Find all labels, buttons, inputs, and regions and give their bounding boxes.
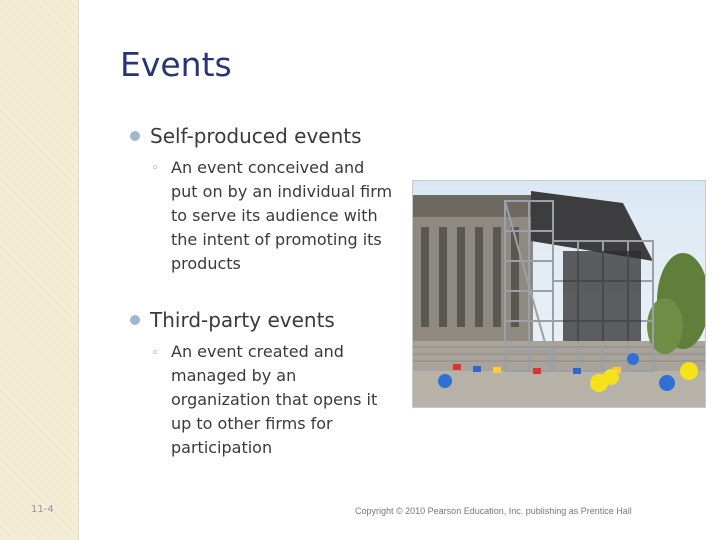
bullet-desc-self-produced: An event conceived and put on by an individual firm to serve its audience with the intent of promoting its products <box>171 158 393 273</box>
bullet-dot-icon <box>130 315 140 325</box>
bullet-heading-third-party: Third-party events <box>150 308 335 332</box>
sidebar-divider <box>78 0 79 540</box>
sub-bullet-marker-icon: ◦ <box>151 346 159 361</box>
bullet-desc-third-party: An event created and managed by an organization that opens it up to other firms for participation <box>171 342 378 457</box>
slide-number: 11-4 <box>31 504 54 515</box>
bullet-heading-self-produced: Self-produced events <box>150 124 362 148</box>
slide-title: Events <box>120 45 232 84</box>
stage-scaffold-photo <box>412 180 706 408</box>
bullet-dot-icon <box>130 131 140 141</box>
decorative-sidebar <box>0 0 78 540</box>
sub-bullet-marker-icon: ◦ <box>151 161 159 176</box>
copyright-notice: Copyright © 2010 Pearson Education, Inc. publishing as Prentice Hall <box>355 506 632 516</box>
